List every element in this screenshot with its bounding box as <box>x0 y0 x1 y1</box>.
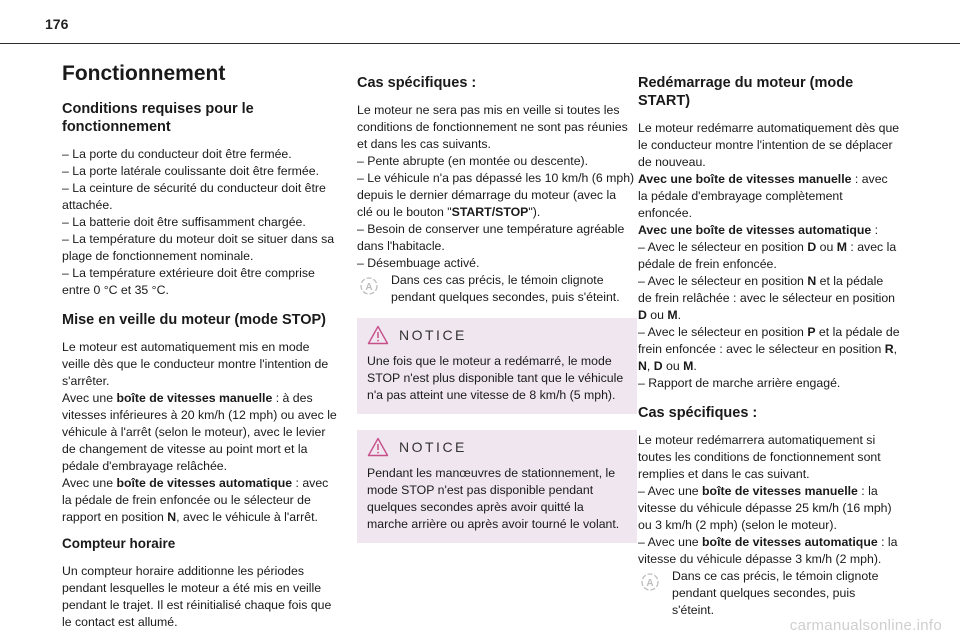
column-left <box>62 62 340 631</box>
list-item: – Avec le sélecteur en position N et la pédale de frein relâchée : avec le sélecteur en position D ou M. <box>638 274 896 322</box>
list-item: – Avec une boîte de vitesses manuelle : la vitesse du véhicule dépasse 25 km/h (16 mph) ou 3 km/h (2 mph) (selon le moteur). <box>638 484 892 532</box>
list-item: – Le véhicule n'a pas dépassé les 10 km/h (6 mph) depuis le dernier démarrage du moteur (avec la clé ou le bouton "START/STOP"). <box>357 171 635 219</box>
list-item: – Avec une boîte de vitesses automatique : la vitesse du véhicule dépasse 3 km/h (2 mph). <box>638 535 898 566</box>
info-text: Dans ces cas précis, le témoin clignote pendant quelques secondes, puis s'éteint. <box>391 273 620 304</box>
special-cases-heading: Cas spécifiques : <box>357 75 477 91</box>
list-item: – La porte latérale coulissante doit être fermée. <box>62 164 320 178</box>
conditions-list <box>62 146 340 299</box>
watermark: carmanualsonline.info <box>789 617 942 634</box>
counter-heading: Compteur horaire <box>62 536 176 551</box>
section-title: Fonctionnement <box>62 62 226 85</box>
notice-title: NOTICE <box>399 438 467 455</box>
info-note <box>638 568 900 619</box>
column-middle <box>357 74 635 543</box>
special-cases-intro: Le moteur ne sera pas mis en veille si toutes les conditions de fonctionnement ne sont pas réunies et dans les cas suivants. <box>357 103 628 151</box>
stop-heading: Mise en veille du moteur (mode STOP) <box>62 312 327 328</box>
info-note <box>357 272 635 306</box>
auto-stop-start-icon <box>638 570 662 594</box>
counter-paragraph: Un compteur horaire additionne les périodes pendant lesquelles le moteur a été mis en veille pendant le trajet. Il est réinitialisé chaque fois que le contact est allumé. <box>62 564 332 629</box>
notice-title: NOTICE <box>399 326 467 343</box>
list-item: – La température du moteur doit se situer dans sa plage de fonctionnement nominale. <box>62 232 335 263</box>
svg-text:A: A <box>365 282 373 293</box>
list-item: – Besoin de conserver une température agréable dans l'habitacle. <box>357 222 625 253</box>
restart-manual-paragraph: Avec une boîte de vitesses manuelle : avec la pédale d'embrayage complètement enfoncée. <box>638 172 888 220</box>
list-item: – La température extérieure doit être comprise entre 0 °C et 35 °C. <box>62 266 315 297</box>
info-text: Dans ce cas précis, le témoin clignote pendant quelques secondes, puis s'éteint. <box>672 569 879 617</box>
list-item: – La batterie doit être suffisamment chargée. <box>62 215 306 229</box>
conditions-heading: Conditions requises pour le fonctionnement <box>62 101 254 135</box>
list-item: – Désembuage activé. <box>357 256 480 270</box>
list-item: – Pente abrupte (en montée ou descente). <box>357 154 589 168</box>
list-item: – Rapport de marche arrière engagé. <box>638 376 841 390</box>
warning-triangle-icon <box>367 437 389 457</box>
column-right <box>638 74 900 619</box>
header-divider <box>0 43 960 44</box>
special-cases-intro: Le moteur redémarrera automatiquement si toutes les conditions de fonctionnement sont remplies et dans le cas suivant. <box>638 433 881 481</box>
list-item: – La ceinture de sécurité du conducteur doit être attachée. <box>62 181 326 212</box>
restart-heading: Redémarrage du moteur (mode START) <box>638 75 854 109</box>
auto-stop-start-icon <box>357 274 381 298</box>
restart-auto-paragraph: Avec une boîte de vitesses automatique : <box>638 223 879 237</box>
stop-auto-paragraph: Avec une boîte de vitesses automatique : avec la pédale de frein enfoncée ou le sélecteur de rapport en position N, avec le véhicule à l'arrêt. <box>62 476 329 524</box>
notice-text: Une fois que le moteur a redémarré, le mode STOP n'est plus disponible tant que le véhicule n'a pas atteint une vitesse de 8 km/h (5 mph). <box>367 354 624 402</box>
stop-paragraph: Le moteur est automatiquement mis en mode veille dès que le conducteur montre l'intention de s'arrêter. <box>62 340 329 388</box>
stop-manual-paragraph: Avec une boîte de vitesses manuelle : à des vitesses inférieures à 20 km/h (12 mph) ou avec le véhicule à l'arrêt (selon le moteur), avec le levier de changement de vitesse au point mort et la pédale d'embrayage relâchée. <box>62 391 337 473</box>
notice-text: Pendant les manœuvres de stationnement, le mode STOP n'est pas disponible pendant quelques secondes après avoir quitté la marche arrière ou après avoir tourné le volant. <box>367 466 620 531</box>
list-item: – Avec le sélecteur en position P et la pédale de frein enfoncée : avec le sélecteur en position R, N, D ou M. <box>638 325 900 373</box>
special-cases-heading: Cas spécifiques : <box>638 405 758 421</box>
notice-box <box>357 430 637 543</box>
page-number: 176 <box>45 16 69 32</box>
restart-paragraph: Le moteur redémarre automatiquement dès que le conducteur montre l'intention de se déplacer de nouveau. <box>638 121 900 169</box>
svg-text:A: A <box>646 578 654 589</box>
list-item: – La porte du conducteur doit être fermée. <box>62 147 292 161</box>
notice-box <box>357 318 637 414</box>
warning-triangle-icon <box>367 325 389 345</box>
list-item: – Avec le sélecteur en position D ou M : avec la pédale de frein enfoncée. <box>638 240 897 271</box>
